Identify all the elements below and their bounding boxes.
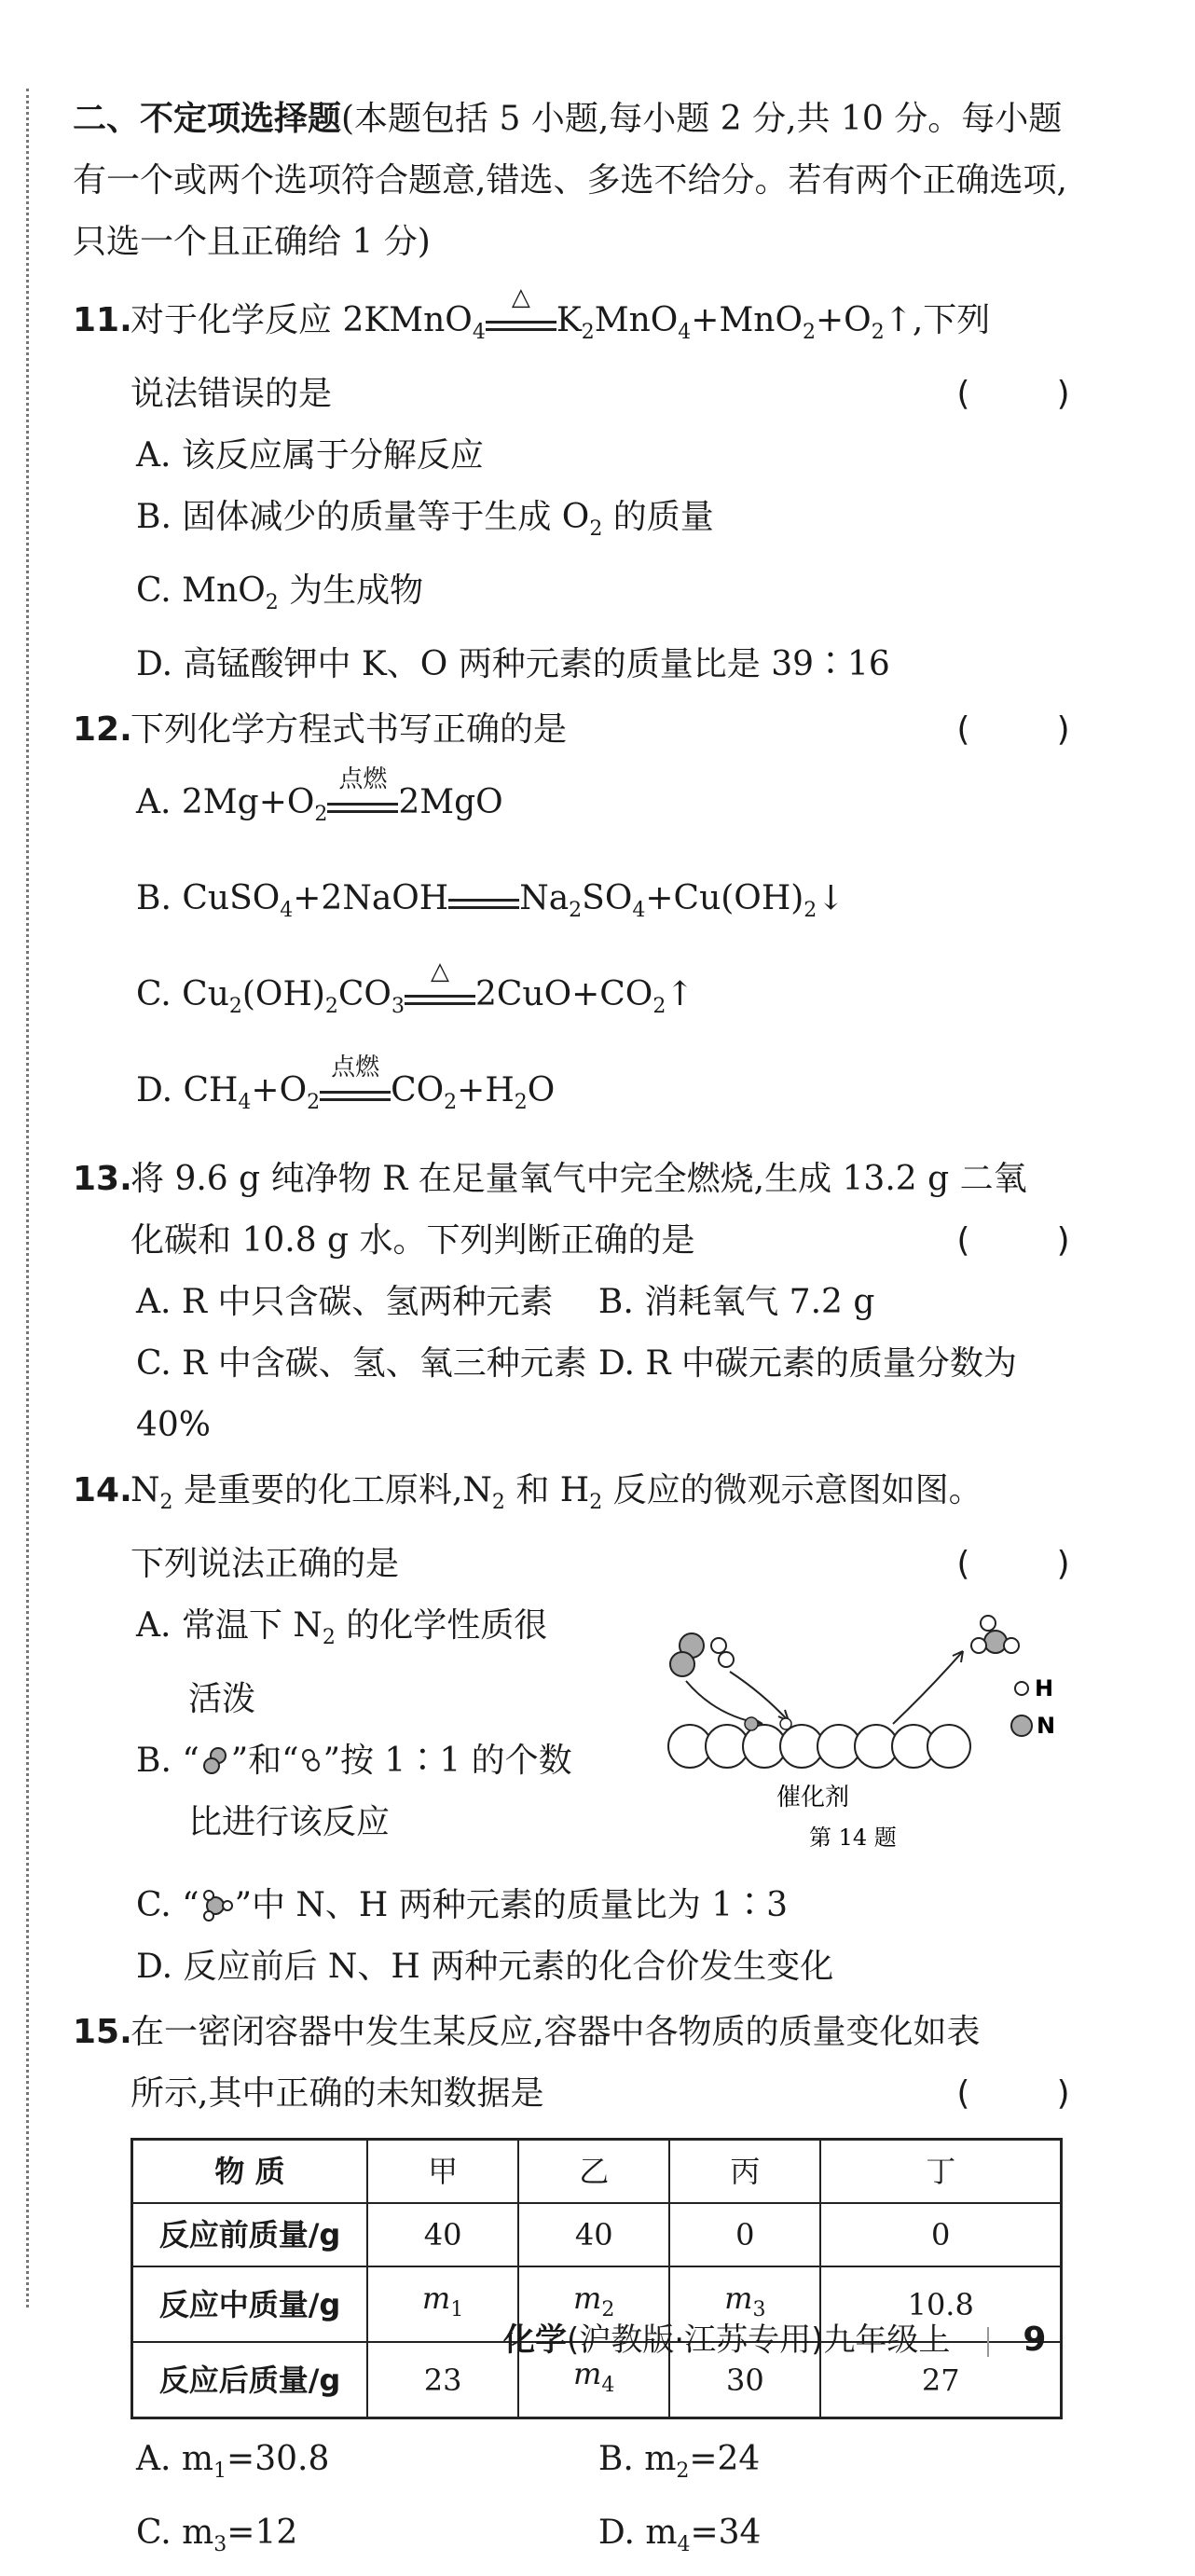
footer-divider bbox=[987, 2327, 989, 2357]
ignite-condition-sign: 点燃 bbox=[320, 1085, 391, 1101]
option-d[interactable]: D. $m_4=34$ bbox=[598, 2514, 762, 2556]
table-cell: $m_3$ bbox=[669, 2266, 820, 2342]
question-12 bbox=[73, 699, 1079, 1145]
mass-change-table bbox=[130, 2138, 1063, 2419]
question-13 bbox=[73, 1149, 1079, 1456]
question-11 bbox=[73, 282, 1079, 696]
option-a[interactable]: A. R 中只含碳、氢两种元素 bbox=[136, 1283, 554, 1321]
h-atom bbox=[971, 1638, 986, 1653]
row-label: 反应中质量/g bbox=[132, 2266, 368, 2342]
catalyst-surface bbox=[668, 1725, 970, 1768]
h-atom bbox=[711, 1638, 726, 1653]
n-atom bbox=[670, 1652, 694, 1676]
table-cell: 23 bbox=[367, 2342, 518, 2418]
option-b[interactable]: B. 固体减少的质量等于生成 $O_2$ 的质量 bbox=[136, 498, 714, 541]
equals-sign bbox=[448, 893, 519, 909]
option-b-line2: 比进行该反应 bbox=[188, 1803, 391, 1841]
option-c[interactable]: C. “ ”中 N、H 两种元素的质量比为 1∶3 bbox=[136, 1886, 789, 1924]
legend-n-icon bbox=[1011, 1715, 1032, 1736]
nh3-molecule-icon bbox=[199, 1890, 235, 1922]
reaction-arrow bbox=[893, 1651, 963, 1724]
option-b[interactable]: B. CuSO$_4$+2NaOH $Na_2SO_4+Cu(OH)_2↓$ bbox=[136, 879, 845, 922]
question-stem: 对于化学反应 2KMnO$_4$ △ $K_2MnO_4+MnO_2+O_2↑$,下列 bbox=[130, 282, 991, 344]
ignite-condition-sign: 点燃 bbox=[327, 797, 398, 813]
table-cell: 0 bbox=[669, 2203, 820, 2266]
option-a-line2: 活泼 bbox=[188, 1680, 256, 1718]
table-cell: $m_1$ bbox=[367, 2266, 518, 2342]
page-footer bbox=[503, 2312, 1156, 2368]
table-cell: 40 bbox=[367, 2203, 518, 2266]
option-b[interactable]: B. “ ”和“ ”按 1∶1 的个数 bbox=[136, 1742, 572, 1780]
row-label: 反应后质量/g bbox=[132, 2342, 368, 2418]
table-header-cell: 乙 bbox=[518, 2140, 669, 2204]
option-a[interactable]: A. $m_1=30.8$ bbox=[136, 2440, 330, 2483]
question-number: 11. bbox=[73, 301, 132, 339]
option-d[interactable]: D. R 中碳元素的质量分数为 40% bbox=[136, 1344, 1017, 1444]
table-cell: 30 bbox=[669, 2342, 820, 2418]
table-cell: 40 bbox=[518, 2203, 669, 2266]
table-cell: 27 bbox=[820, 2342, 1061, 2418]
table-header-cell: 丙 bbox=[669, 2140, 820, 2204]
option-c[interactable]: C. R 中含碳、氢、氧三种元素 bbox=[136, 1344, 587, 1383]
legend-n-label: N bbox=[1037, 1713, 1056, 1739]
h-atom bbox=[1004, 1638, 1019, 1653]
h2-molecule-icon bbox=[299, 1747, 323, 1775]
option-a[interactable]: A. $2Mg+O_2$ 点燃 2MgO bbox=[136, 765, 503, 826]
question-stem-line2: 说法错误的是 bbox=[130, 375, 333, 413]
answer-bracket[interactable]: ( ) bbox=[952, 1221, 1074, 1260]
reaction-diagram bbox=[641, 1605, 1079, 1847]
table-header-cell: 物 质 bbox=[132, 2140, 368, 2204]
h-atom bbox=[981, 1616, 996, 1631]
footer-subject: 化学 bbox=[503, 2321, 567, 2359]
figure-caption: 第 14 题 bbox=[809, 1825, 897, 1847]
option-b[interactable]: B. 消耗氧气 7.2 g bbox=[598, 1283, 875, 1321]
option-a[interactable]: A. 该反应属于分解反应 bbox=[136, 436, 484, 475]
n-atom bbox=[984, 1631, 1007, 1653]
option-d[interactable]: D. $CH_4+O_2$ 点燃 $CO_2+H_2O$ bbox=[136, 1053, 556, 1114]
option-a[interactable]: A. 常温下 $N_2$ 的化学性质很 bbox=[136, 1606, 548, 1649]
section-description: (本题包括 5 小题,每小题 2 分,共 10 分。每小题有一个或两个选项符合题意,错选、多选不给分。若有两个正确选项,只选一个且正确给 1 分) bbox=[73, 100, 1067, 261]
n2-molecule-icon bbox=[199, 1745, 231, 1777]
answer-bracket[interactable]: ( ) bbox=[952, 710, 1074, 749]
question-stem-line2: 下列说法正确的是 bbox=[130, 1545, 400, 1583]
table-cell: 0 bbox=[820, 2203, 1061, 2266]
question-number: 14. bbox=[73, 1471, 132, 1509]
question-stem: 将 9.6 g 纯净物 R 在足量氧气中完全燃烧,生成 13.2 g 二氧 bbox=[130, 1160, 1027, 1198]
table-header-cell: 甲 bbox=[367, 2140, 518, 2204]
reaction-arrow bbox=[730, 1672, 789, 1721]
legend-h-label: H bbox=[1035, 1675, 1054, 1701]
question-15 bbox=[73, 2002, 1079, 2576]
row-label: 反应前质量/g bbox=[132, 2203, 368, 2266]
heat-condition-sign: △ bbox=[486, 315, 556, 331]
h-atom bbox=[719, 1652, 734, 1667]
question-number: 12. bbox=[73, 710, 132, 749]
table-row bbox=[132, 2203, 1062, 2266]
question-14 bbox=[73, 1460, 1079, 1998]
table-cell: $m_2$ bbox=[518, 2266, 669, 2342]
section-header bbox=[73, 89, 1079, 273]
question-stem: $N_2$ 是重要的化工原料$,N_2$ 和 $H_2$ 反应的微观示意图如图。 bbox=[130, 1471, 982, 1514]
legend-h-icon bbox=[1015, 1682, 1028, 1695]
answer-bracket[interactable]: ( ) bbox=[952, 375, 1074, 413]
option-c[interactable]: C. $m_3=12$ bbox=[136, 2514, 298, 2556]
catalyst-label: 催化剂 bbox=[776, 1784, 850, 1811]
option-c[interactable]: C. $Cu_2(OH)_2CO_3$ △ $2CuO+CO_2↑$ bbox=[136, 957, 694, 1018]
page-number: 9 bbox=[1023, 2321, 1047, 2359]
table-cell: $m_4$ bbox=[518, 2342, 669, 2418]
option-d[interactable]: D. 高锰酸钾中 K、O 两种元素的质量比是 39∶16 bbox=[136, 645, 890, 683]
question-stem: 在一密闭容器中发生某反应,容器中各物质的质量变化如表 bbox=[130, 2013, 981, 2051]
question-number: 13. bbox=[73, 1160, 132, 1198]
table-header-cell: 丁 bbox=[820, 2140, 1061, 2204]
question-stem-line2: 化碳和 10.8 g 水。下列判断正确的是 bbox=[130, 1221, 695, 1260]
footer-edition: (沪教版·江苏专用)九年级上 bbox=[567, 2321, 951, 2359]
heat-condition-sign: △ bbox=[405, 989, 475, 1005]
question-number: 15. bbox=[73, 2013, 132, 2051]
page-content bbox=[73, 89, 1079, 2576]
answer-bracket[interactable]: ( ) bbox=[952, 2074, 1074, 2113]
option-b[interactable]: B. $m_2=24$ bbox=[598, 2440, 761, 2483]
table-header-row bbox=[132, 2140, 1062, 2204]
section-title: 二、不定项选择题 bbox=[73, 100, 342, 138]
question-stem-line2: 所示,其中正确的未知数据是 bbox=[130, 2074, 544, 2113]
option-c[interactable]: C. MnO$_2$ 为生成物 bbox=[136, 572, 424, 614]
option-d[interactable]: D. 反应前后 N、H 两种元素的化合价发生变化 bbox=[136, 1948, 834, 1986]
table-cell: 10.8 bbox=[820, 2266, 1061, 2342]
binding-margin-line bbox=[26, 89, 29, 2307]
question-stem: 下列化学方程式书写正确的是 bbox=[130, 710, 568, 749]
answer-bracket[interactable]: ( ) bbox=[952, 1545, 1074, 1583]
